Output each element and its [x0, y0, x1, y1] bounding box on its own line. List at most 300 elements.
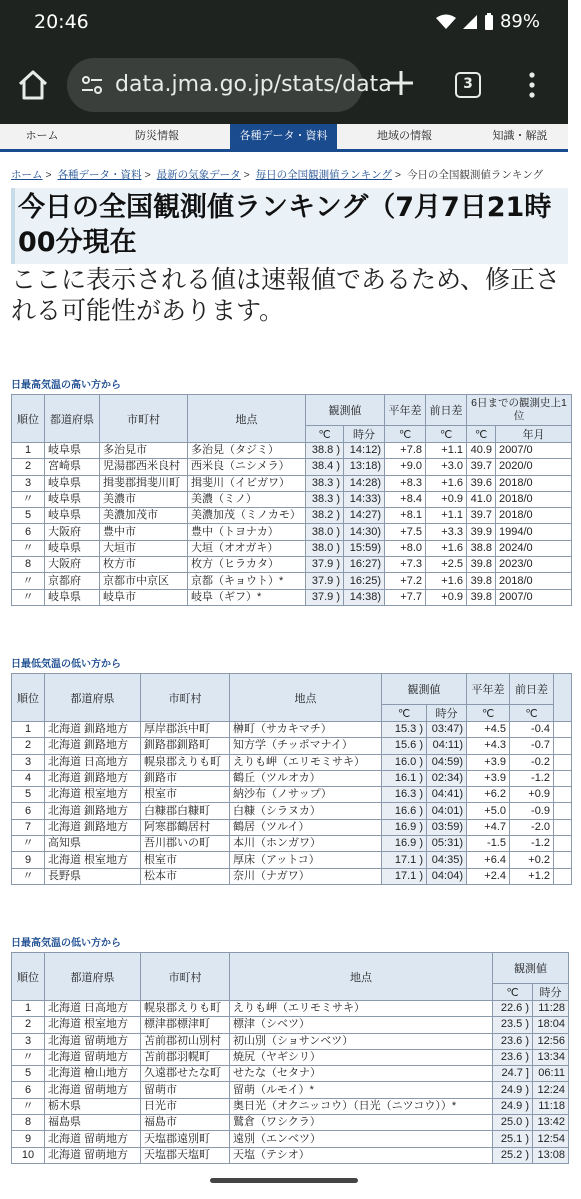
unit-c: ℃	[306, 426, 344, 443]
table-cell: 02:34)	[427, 770, 467, 786]
low-min-rows	[12, 722, 572, 885]
table-cell: -0.4	[510, 722, 554, 738]
table-cell: 25.1 )	[493, 1131, 533, 1147]
col-city: 市町村	[100, 395, 188, 443]
table-cell: +7.7	[385, 589, 426, 605]
table-cell: 留萌市	[141, 1082, 230, 1098]
col-station: 地点	[230, 674, 382, 722]
table-cell: 8	[12, 1115, 45, 1131]
table-cell: 04:41)	[427, 787, 467, 803]
table-cell: 岐阜県	[45, 491, 100, 507]
table-cell: -0.2	[510, 754, 554, 770]
table-cell: 鷲倉（ワシクラ）	[230, 1115, 493, 1131]
table-cell: 松本市	[141, 868, 230, 884]
table-cell: 幌泉郡えりも町	[141, 1001, 230, 1017]
table-cell-clipped	[554, 738, 572, 754]
high-max-caption: 日最高気温の高い方から	[11, 380, 121, 391]
table-cell: 38.8	[467, 540, 496, 556]
table-cell: +7.2	[385, 573, 426, 589]
table-cell: 岐阜県	[45, 589, 100, 605]
table-cell: 奥日光（オクニッコウ）（日光（ニツコウ））*	[230, 1098, 493, 1114]
table-cell: 8	[12, 557, 45, 573]
table-row	[12, 443, 572, 459]
table-cell: 標津郡標津町	[141, 1017, 230, 1033]
table-cell: 1	[12, 443, 45, 459]
unit-c3: ℃	[510, 705, 554, 722]
table-cell: 2018/0	[496, 508, 572, 524]
table-cell: 白糠郡白糠町	[141, 803, 230, 819]
table-cell: 5	[12, 508, 45, 524]
table-cell: 岐阜（ギフ）*	[188, 589, 306, 605]
table-row	[12, 475, 572, 491]
table-cell: 北海道 日高地方	[45, 754, 141, 770]
table-cell: 13:08	[533, 1147, 569, 1163]
table-cell: 納沙布（ノサップ）	[230, 787, 382, 803]
table-row	[12, 1033, 569, 1049]
table-cell: 23.6 )	[493, 1049, 533, 1065]
table-cell: 北海道 根室地方	[45, 852, 141, 868]
table-cell: 39.8	[467, 573, 496, 589]
table-cell: +8.0	[385, 540, 426, 556]
table-cell: 知方学（チッポマナイ）	[230, 738, 382, 754]
table-cell: 16.9 )	[382, 836, 427, 852]
gesture-bar	[210, 1178, 358, 1183]
table-cell: 04:59)	[427, 754, 467, 770]
table-cell: 美濃市	[100, 491, 188, 507]
table-cell: 阿寒郡鶴居村	[141, 819, 230, 835]
table-cell: 25.0 )	[493, 1115, 533, 1131]
nav-data[interactable]: 各種データ・資料	[230, 124, 337, 149]
table-cell: -1.5	[467, 836, 510, 852]
table-cell: 福島県	[45, 1115, 141, 1131]
table-cell: 天塩（テシオ）	[230, 1147, 493, 1163]
table-cell: 北海道 日高地方	[45, 1001, 141, 1017]
table-cell: 6	[12, 1082, 45, 1098]
table-cell: 長野県	[45, 868, 141, 884]
col-city: 市町村	[141, 953, 230, 1001]
table-cell: えりも岬（エリモミサキ）	[230, 1001, 493, 1017]
table-row	[12, 589, 572, 605]
col-diff-prev: 前日差	[426, 395, 467, 426]
table-cell: 大垣市	[100, 540, 188, 556]
table-cell: +1.6	[426, 475, 467, 491]
low-min-table	[11, 673, 572, 885]
table-row	[12, 803, 572, 819]
table-cell: 京都府	[45, 573, 100, 589]
table-cell: 〃	[12, 589, 45, 605]
table-cell-clipped	[554, 868, 572, 884]
table-cell-clipped	[554, 819, 572, 835]
col-diff-normal: 平年差	[385, 395, 426, 426]
table-cell: 5	[12, 1066, 45, 1082]
table-cell: 38.4 )	[306, 459, 344, 475]
table-cell: 38.8 )	[306, 443, 344, 459]
table-row	[12, 1147, 569, 1163]
unit-time: 時分	[533, 984, 569, 1001]
table-cell: 25.2 )	[493, 1147, 533, 1163]
table-cell: 22.6 )	[493, 1001, 533, 1017]
table-cell: 天塩郡遠別町	[141, 1131, 230, 1147]
table-cell: 北海道 釧路地方	[45, 819, 141, 835]
table-cell: 06:11	[533, 1066, 569, 1082]
table-cell: 北海道 釧路地方	[45, 738, 141, 754]
table-cell: 北海道 釧路地方	[45, 770, 141, 786]
table-cell: 北海道 留萌地方	[45, 1033, 141, 1049]
unit-c: ℃	[382, 705, 427, 722]
col-pref: 都道府県	[45, 674, 141, 722]
table-row	[12, 1082, 569, 1098]
table-cell: 岐阜県	[45, 508, 100, 524]
table-cell: 揖斐郡揖斐川町	[100, 475, 188, 491]
table-cell: 9	[12, 852, 45, 868]
new-tab-icon[interactable]	[386, 68, 416, 98]
table-cell: 枚方市	[100, 557, 188, 573]
table-cell: 39.8	[467, 557, 496, 573]
table-cell: 37.9 )	[306, 573, 344, 589]
col-extra	[554, 674, 572, 722]
table-row	[12, 491, 572, 507]
table-cell: 38.2 )	[306, 508, 344, 524]
table-cell: 24.9 )	[493, 1082, 533, 1098]
table-cell: +9.0	[385, 459, 426, 475]
table-cell: 枚方（ヒラカタ）	[188, 557, 306, 573]
table-cell: +1.6	[426, 573, 467, 589]
table-cell: 16:27)	[344, 557, 385, 573]
table-cell: 14:30)	[344, 524, 385, 540]
table-cell: 04:01)	[427, 803, 467, 819]
table-cell: 釧路郡釧路町	[141, 738, 230, 754]
table-row	[12, 524, 572, 540]
col-record: 6日までの観測史上1位	[467, 395, 572, 426]
wifi-icon	[436, 14, 456, 30]
table-cell: 北海道 留萌地方	[45, 1131, 141, 1147]
table-cell: 6	[12, 803, 45, 819]
col-obs: 観測値	[493, 953, 569, 984]
table-cell: 03:47)	[427, 722, 467, 738]
table-cell: 初山別（ショサンベツ）	[230, 1033, 493, 1049]
table-row	[12, 573, 572, 589]
col-station: 地点	[230, 953, 493, 1001]
table-cell: 留萌（ルモイ）*	[230, 1082, 493, 1098]
nav-home[interactable]: ホーム	[25, 130, 59, 142]
table-cell: +7.5	[385, 524, 426, 540]
table-cell: 39.8	[467, 589, 496, 605]
table-cell: 04:11)	[427, 738, 467, 754]
table-cell: 39.9	[467, 524, 496, 540]
table-cell: +2.5	[426, 557, 467, 573]
site-nav	[0, 124, 568, 152]
table-cell: 北海道 留萌地方	[45, 1049, 141, 1065]
table-cell: 16.3 )	[382, 787, 427, 803]
table-cell: +0.9	[426, 491, 467, 507]
table-cell: 13:18)	[344, 459, 385, 475]
table-cell: +1.1	[426, 508, 467, 524]
table-cell: +7.8	[385, 443, 426, 459]
table-cell: 6	[12, 524, 45, 540]
table-row	[12, 868, 572, 884]
table-cell: 16.9 )	[382, 819, 427, 835]
tab-switcher-button[interactable]: 3	[455, 72, 481, 98]
table-cell: 2023/0	[496, 557, 572, 573]
table-cell: 2	[12, 738, 45, 754]
home-icon[interactable]	[14, 66, 52, 104]
status-icons	[436, 11, 540, 32]
table-cell: 14:12)	[344, 443, 385, 459]
table-cell: 14:33)	[344, 491, 385, 507]
table-cell: 05:31)	[427, 836, 467, 852]
table-cell: 38.0 )	[306, 540, 344, 556]
table-cell: +4.7	[467, 819, 510, 835]
table-cell: 16.0 )	[382, 754, 427, 770]
table-cell: 5	[12, 787, 45, 803]
table-cell: 北海道 釧路地方	[45, 803, 141, 819]
table-cell: 北海道 釧路地方	[45, 722, 141, 738]
table-cell: 24.9 )	[493, 1098, 533, 1114]
table-cell: 11:28	[533, 1001, 569, 1017]
table-cell: 39.7	[467, 459, 496, 475]
table-cell: 幌泉郡えりも町	[141, 754, 230, 770]
table-cell: 41.0	[467, 491, 496, 507]
table-row	[12, 1098, 569, 1114]
battery-percent: 89%	[499, 11, 540, 32]
table-cell: 〃	[12, 836, 45, 852]
page-title: 今日の全国観測値ランキング（7月7日21時00分現在	[18, 192, 552, 258]
table-cell: 〃	[12, 868, 45, 884]
breadcrumb-link-latest[interactable]: 最新の気象データ	[156, 169, 241, 181]
table-cell: 38.3 )	[306, 475, 344, 491]
table-cell: 〃	[12, 1049, 45, 1065]
breadcrumb-link-home[interactable]: ホーム	[11, 169, 43, 181]
table-cell-clipped	[554, 722, 572, 738]
table-cell: +0.9	[510, 787, 554, 803]
notice-text: ここに表示される値は速報値であるため、修正される可能性があります。	[11, 265, 561, 325]
table-cell: 2018/0	[496, 491, 572, 507]
unit-c: ℃	[493, 984, 533, 1001]
table-cell: 38.0 )	[306, 524, 344, 540]
table-cell: 鶴丘（ツルオカ）	[230, 770, 382, 786]
table-row	[12, 508, 572, 524]
table-cell: 18:04	[533, 1017, 569, 1033]
table-cell-clipped	[554, 836, 572, 852]
high-max-rows	[12, 443, 572, 606]
table-cell: 天塩郡天塩町	[141, 1147, 230, 1163]
table-cell: えりも岬（エリモミサキ）	[230, 754, 382, 770]
table-cell: 久遠郡せたな町	[141, 1066, 230, 1082]
status-time: 20:46	[34, 11, 89, 33]
col-obs: 観測値	[382, 674, 467, 705]
table-cell: 1	[12, 1001, 45, 1017]
table-cell: 大阪府	[45, 524, 100, 540]
table-cell: 24.7 ]	[493, 1066, 533, 1082]
unit-year: 年月	[496, 426, 572, 443]
table-cell: 04:35)	[427, 852, 467, 868]
table-cell: +8.1	[385, 508, 426, 524]
col-rank: 順位	[12, 953, 45, 1001]
table-cell: 揖斐川（イビガワ）	[188, 475, 306, 491]
more-menu-icon[interactable]	[524, 70, 540, 100]
table-cell: 日光市	[141, 1098, 230, 1114]
table-cell: -0.9	[510, 803, 554, 819]
table-row	[12, 1001, 569, 1017]
unit-time: 時分	[427, 705, 467, 722]
table-cell: 3	[12, 475, 45, 491]
table-cell: +0.9	[426, 589, 467, 605]
unit-c2: ℃	[467, 705, 510, 722]
table-cell: 2020/0	[496, 459, 572, 475]
table-cell: 39.6	[467, 475, 496, 491]
table-cell: +8.4	[385, 491, 426, 507]
high-max-table	[11, 394, 572, 606]
table-cell: 23.6 )	[493, 1033, 533, 1049]
table-cell: 北海道 留萌地方	[45, 1147, 141, 1163]
table-cell: +5.0	[467, 803, 510, 819]
table-row	[12, 852, 572, 868]
table-cell: 北海道 根室地方	[45, 787, 141, 803]
col-city: 市町村	[141, 674, 230, 722]
table-cell: 〃	[12, 491, 45, 507]
table-cell: 児湯郡西米良村	[100, 459, 188, 475]
table-cell: 40.9	[467, 443, 496, 459]
table-cell: 13:42	[533, 1115, 569, 1131]
low-max-caption: 日最高気温の低い方から	[11, 938, 121, 949]
table-row	[12, 1131, 569, 1147]
table-cell: 9	[12, 1131, 45, 1147]
table-row	[12, 540, 572, 556]
table-cell: -0.7	[510, 738, 554, 754]
table-cell: 2018/0	[496, 475, 572, 491]
table-cell: 北海道 檜山地方	[45, 1066, 141, 1082]
table-cell-clipped	[554, 754, 572, 770]
col-obs: 観測値	[306, 395, 385, 426]
url-text[interactable]: data.jma.go.jp/stats/data	[115, 72, 392, 97]
table-cell: 多治見市	[100, 443, 188, 459]
table-cell: 14:38)	[344, 589, 385, 605]
table-cell: 京都（キョウト）*	[188, 573, 306, 589]
low-max-rows	[12, 1001, 569, 1164]
table-cell: 〃	[12, 573, 45, 589]
col-rank: 順位	[12, 395, 45, 443]
status-bar	[0, 0, 568, 46]
col-diff-prev: 前日差	[510, 674, 554, 705]
table-cell: 榊町（サカキマチ）	[230, 722, 382, 738]
table-cell: +3.3	[426, 524, 467, 540]
table-cell-clipped	[554, 787, 572, 803]
battery-icon	[484, 13, 494, 31]
table-row	[12, 1049, 569, 1065]
nav-knowledge[interactable]: 知識・解説	[492, 130, 548, 142]
table-cell: 12:56	[533, 1033, 569, 1049]
table-cell: 23.5 )	[493, 1017, 533, 1033]
table-cell: 〃	[12, 540, 45, 556]
table-cell: 2007/0	[496, 443, 572, 459]
table-cell: 37.9 )	[306, 557, 344, 573]
table-cell: 根室市	[141, 787, 230, 803]
nav-regional-info[interactable]: 地域の情報	[377, 130, 432, 142]
table-cell: 17.1 )	[382, 852, 427, 868]
table-cell: 京都市中京区	[100, 573, 188, 589]
table-cell: 苫前郡初山別村	[141, 1033, 230, 1049]
table-cell: 苫前郡羽幌町	[141, 1049, 230, 1065]
table-cell: 厚床（アットコ）	[230, 852, 382, 868]
address-bar[interactable]	[67, 58, 392, 112]
table-row	[12, 1115, 569, 1131]
table-cell: 2	[12, 1017, 45, 1033]
col-pref: 都道府県	[45, 953, 141, 1001]
unit-c4: ℃	[467, 426, 496, 443]
table-cell-clipped	[554, 803, 572, 819]
browser-toolbar	[0, 46, 568, 124]
table-cell: 西米良（ニシメラ）	[188, 459, 306, 475]
table-cell: 釧路市	[141, 770, 230, 786]
table-row	[12, 738, 572, 754]
table-cell: 03:59)	[427, 819, 467, 835]
cellular-signal-icon	[462, 14, 478, 30]
table-cell: 15:59)	[344, 540, 385, 556]
nav-disaster-info[interactable]: 防災情報	[135, 130, 179, 142]
table-cell: 鶴居（ツルイ）	[230, 819, 382, 835]
low-min-caption: 日最低気温の低い方から	[11, 659, 121, 670]
table-cell: 高知県	[45, 836, 141, 852]
table-cell: 1	[12, 722, 45, 738]
table-cell: 3	[12, 1033, 45, 1049]
table-cell: -1.2	[510, 836, 554, 852]
table-cell: 岐阜市	[100, 589, 188, 605]
table-cell: +2.4	[467, 868, 510, 884]
table-cell: 16:25)	[344, 573, 385, 589]
unit-c3: ℃	[426, 426, 467, 443]
table-cell: 美濃加茂市	[100, 508, 188, 524]
table-cell: 美濃（ミノ）	[188, 491, 306, 507]
table-cell: 大阪府	[45, 557, 100, 573]
table-cell: 多治見（タジミ）	[188, 443, 306, 459]
table-cell: 14:28)	[344, 475, 385, 491]
table-cell: 2007/0	[496, 589, 572, 605]
table-cell: 北海道 根室地方	[45, 1017, 141, 1033]
table-cell: 宮崎県	[45, 459, 100, 475]
table-cell: 2	[12, 459, 45, 475]
table-cell: 大垣（オオガキ）	[188, 540, 306, 556]
table-cell: 福島市	[141, 1115, 230, 1131]
table-cell: 北海道 留萌地方	[45, 1082, 141, 1098]
table-cell: +8.3	[385, 475, 426, 491]
table-cell: +3.9	[467, 770, 510, 786]
breadcrumb-link-ranking[interactable]: 毎日の全国観測値ランキング	[255, 169, 392, 181]
table-cell: +6.4	[467, 852, 510, 868]
table-row	[12, 722, 572, 738]
table-cell: 2018/0	[496, 573, 572, 589]
table-cell: 豊中（トヨナカ）	[188, 524, 306, 540]
table-cell: +6.2	[467, 787, 510, 803]
table-cell: +3.9	[467, 754, 510, 770]
table-cell: +1.6	[426, 540, 467, 556]
table-row	[12, 459, 572, 475]
table-row	[12, 836, 572, 852]
table-cell: 38.3 )	[306, 491, 344, 507]
table-cell: +4.5	[467, 722, 510, 738]
table-row	[12, 1017, 569, 1033]
table-cell: 7	[12, 819, 45, 835]
table-cell: 17.1 )	[382, 868, 427, 884]
table-cell: 美濃加茂（ミノカモ）	[188, 508, 306, 524]
table-cell: 豊中市	[100, 524, 188, 540]
table-cell: 白糠（シラヌカ）	[230, 803, 382, 819]
col-pref: 都道府県	[45, 395, 100, 443]
table-cell: 16.6 )	[382, 803, 427, 819]
site-settings-icon[interactable]	[81, 75, 103, 95]
table-cell: 04:04)	[427, 868, 467, 884]
breadcrumb-link-data[interactable]: 各種データ・資料	[57, 169, 142, 181]
table-cell: 15.3 )	[382, 722, 427, 738]
